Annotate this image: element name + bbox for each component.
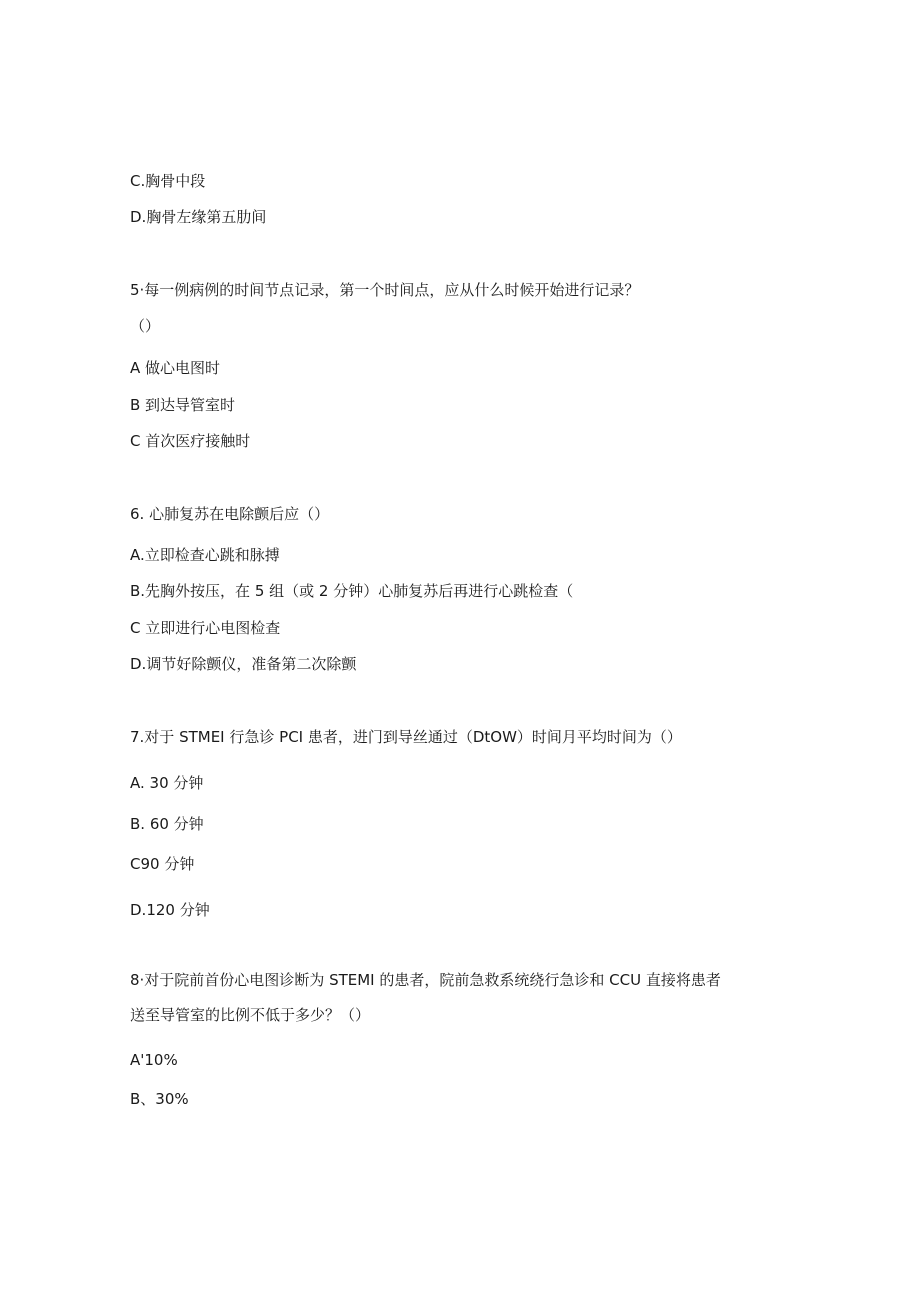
question-8-line-1: 8·对于院前首份心电图诊断为 STEMI 的患者，院前急救系统绕行急诊和 CCU 直接将患者 [130,971,721,989]
question-6: 6. 心肺复苏在电除颤后应（） [130,505,330,523]
option-c-q4: C.胸骨中段 [130,172,206,190]
option-d-q7: D.120 分钟 [130,901,210,919]
option-b-q6: B.先胸外按压，在 5 组（或 2 分钟）心肺复苏后再进行心跳检查（ [130,582,574,600]
question-8-line-2: 送至导管室的比例不低于多少？（） [130,1006,371,1024]
option-b-q5: B 到达导管室时 [130,396,236,414]
question-7: 7.对于 STMEI 行急诊 PCI 患者，进门到导丝通过（DtOW）时间月平均时间为（） [130,728,682,746]
option-c-q6: C 立即进行心电图检查 [130,619,281,637]
option-a-q8: A'10% [130,1051,178,1069]
option-a-q7: A. 30 分钟 [130,774,204,792]
option-c-q5: C 首次医疗接触时 [130,432,251,450]
option-b-q8: B、30% [130,1090,189,1108]
option-b-q7: B. 60 分钟 [130,815,204,833]
option-a-q6: A.立即检查心跳和脉搏 [130,546,280,564]
option-a-q5: A 做心电图时 [130,359,221,377]
option-c-q7: C90 分钟 [130,855,195,873]
option-d-q6: D.调节好除颤仪，准备第二次除颤 [130,655,357,673]
question-5-blank: （） [130,317,161,335]
question-5: 5·每一例病例的时间节点记录，第一个时间点，应从什么时候开始进行记录？ [130,281,640,299]
option-d-q4: D.胸骨左缘第五肋间 [130,208,267,226]
